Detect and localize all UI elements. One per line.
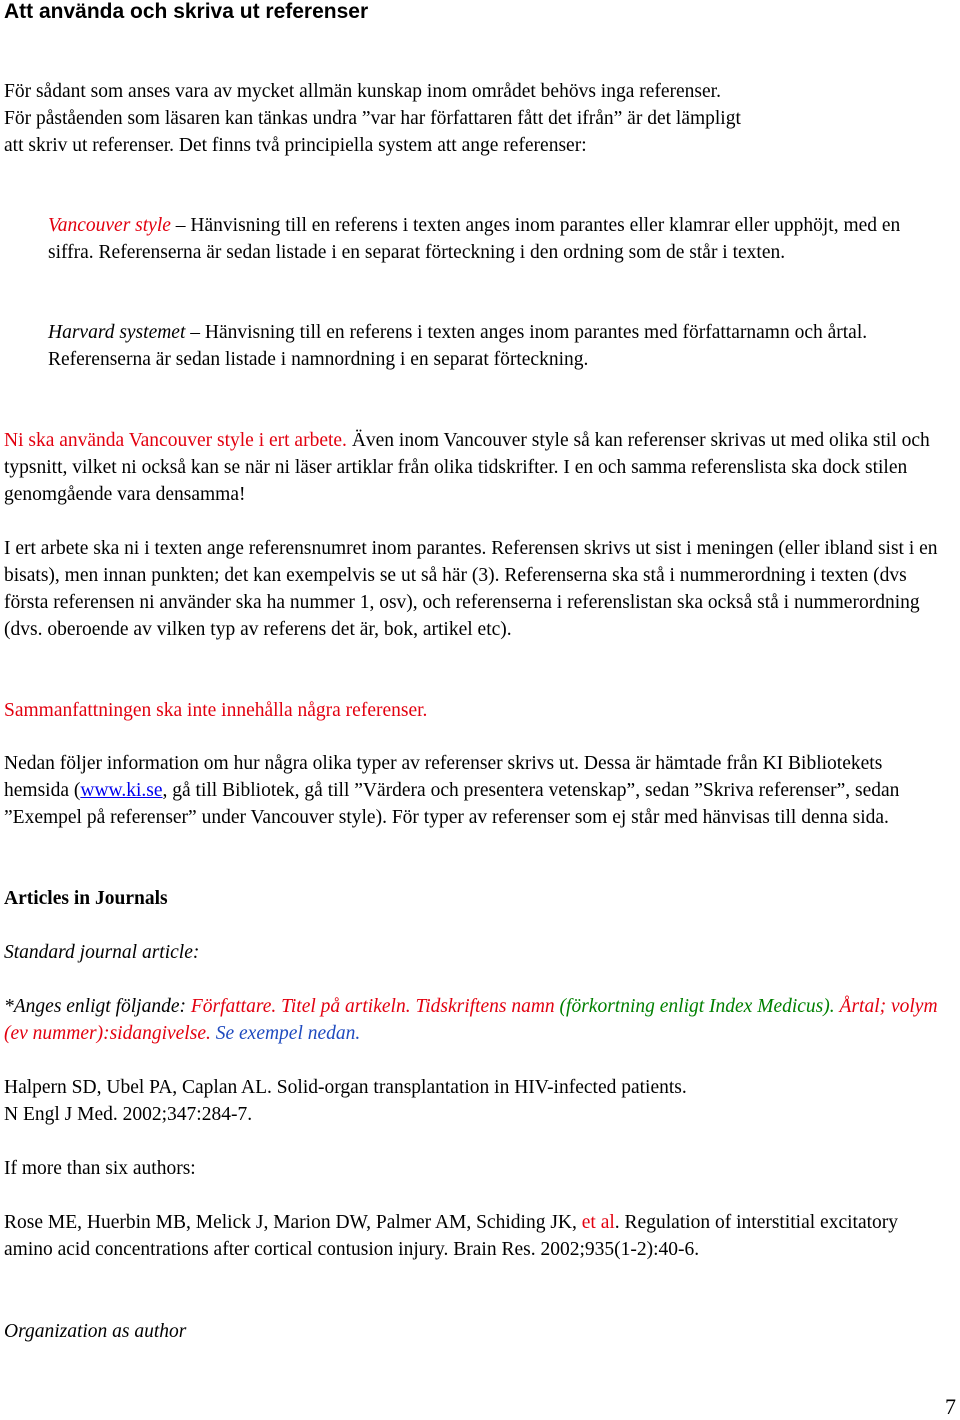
vancouver-instruction-text: Även inom Vancouver style så kan referenser skrivas ut med olika stil och typsnitt, vilket ni också kan se när ni läser artiklar från olika tidskrifter. I en och samma referenslista ska dock stilen genomgående vara densamma! — [4, 430, 930, 505]
format-author: Författare. Titel på artikeln. Tidskriftens namn — [190, 996, 555, 1017]
vancouver-instruction: Ni ska använda Vancouver style i ert arbete. — [4, 430, 347, 451]
format-index-medicus: (förkortning enligt Index Medicus). — [554, 996, 835, 1017]
harvard-paragraph — [48, 319, 928, 373]
intro-paragraph — [4, 78, 944, 159]
references-info-after: , gå till Bibliotek, gå till ”Värdera och presentera vetenskap”, sedan ”Skriva referenser”, sedan ”Exempel på referenser” under Vancouver style). För typer av referenser som ej står med hänvisas till denna sida. — [4, 780, 900, 828]
ki-link[interactable]: www.ki.se — [80, 780, 163, 801]
intro-line-3: att skriv ut referenser. Det finns två principiella system att ange referenser: — [4, 135, 587, 156]
citation-rules-paragraph: I ert arbete ska ni i texten ange referensnumret inom parantes. Referensen skrivs ut sist i meningen (eller ibland sist i en bisats), men innan punkten; det kan exempelvis se ut så här (3). Referenserna ska stå i nummerordning i texten (dvs första referensen ni använder ska ha nummer 1, osv), och referenserna i referenslistan ska också stå i nummerordning (dvs. oberoende av vilken typ av referens det är, bok, artikel etc). — [4, 538, 938, 640]
page-number: 7 — [945, 1394, 956, 1419]
example-2-after: . Regulation of interstitial excitatory amino acid concentrations after cortical contusion injury. Brain Res. 2002;935(1-2):40-6. — [4, 1212, 899, 1260]
format-intro: *Anges enligt följande: — [4, 996, 191, 1017]
vancouver-text: – Hänvisning till en referens i texten anges inom parantes eller klamrar eller upphöjt, med en siffra. Referenserna är sedan listade i en separat förteckning i den ordning som de står i texten. — [48, 215, 901, 263]
summary-rule: Sammanfattningen ska inte innehålla några referenser. — [4, 700, 428, 721]
format-year: Årtal; volym (ev nummer):sidangivelse. — [4, 996, 938, 1044]
example-reference-1 — [4, 1074, 944, 1128]
page-title: Att använda och skriva ut referenser — [4, 0, 369, 23]
references-info-paragraph — [4, 750, 944, 831]
articles-heading: Articles in Journals — [4, 888, 168, 909]
example-1-line-2: N Engl J Med. 2002;347:284-7. — [4, 1104, 253, 1125]
example-reference-2 — [4, 1209, 944, 1263]
organization-heading: Organization as author — [4, 1321, 187, 1342]
six-authors-heading: If more than six authors: — [4, 1158, 196, 1179]
references-info-before: Nedan följer information om hur några olika typer av referenser skrivs ut. Dessa är hämtade från KI Bibliotekets hemsida ( — [4, 753, 883, 801]
example-1-line-1: Halpern SD, Ubel PA, Caplan AL. Solid-organ transplantation in HIV-infected patients. — [4, 1077, 687, 1098]
format-description — [4, 993, 944, 1047]
example-2-before: Rose ME, Huerbin MB, Melick J, Marion DW, Palmer AM, Schiding JK, — [4, 1212, 582, 1233]
et-al: et al — [581, 1212, 615, 1233]
format-example: Se exempel nedan. — [210, 1023, 361, 1044]
standard-article-heading: Standard journal article: — [4, 942, 200, 963]
harvard-text: – Hänvisning till en referens i texten anges inom parantes med författarnamn och årtal. Referenserna är sedan listade i namnordning i en separat förteckning. — [48, 322, 868, 370]
vancouver-term: Vancouver style — [48, 215, 171, 236]
harvard-term: Harvard systemet — [48, 322, 186, 343]
intro-line-2: För påståenden som läsaren kan tänkas undra ”var har författaren fått det ifrån” är det lämpligt — [4, 108, 741, 129]
vancouver-instruction-paragraph — [4, 427, 944, 508]
vancouver-paragraph — [48, 212, 928, 266]
intro-line-1: För sådant som anses vara av mycket allmän kunskap inom området behövs inga referenser. — [4, 81, 721, 102]
